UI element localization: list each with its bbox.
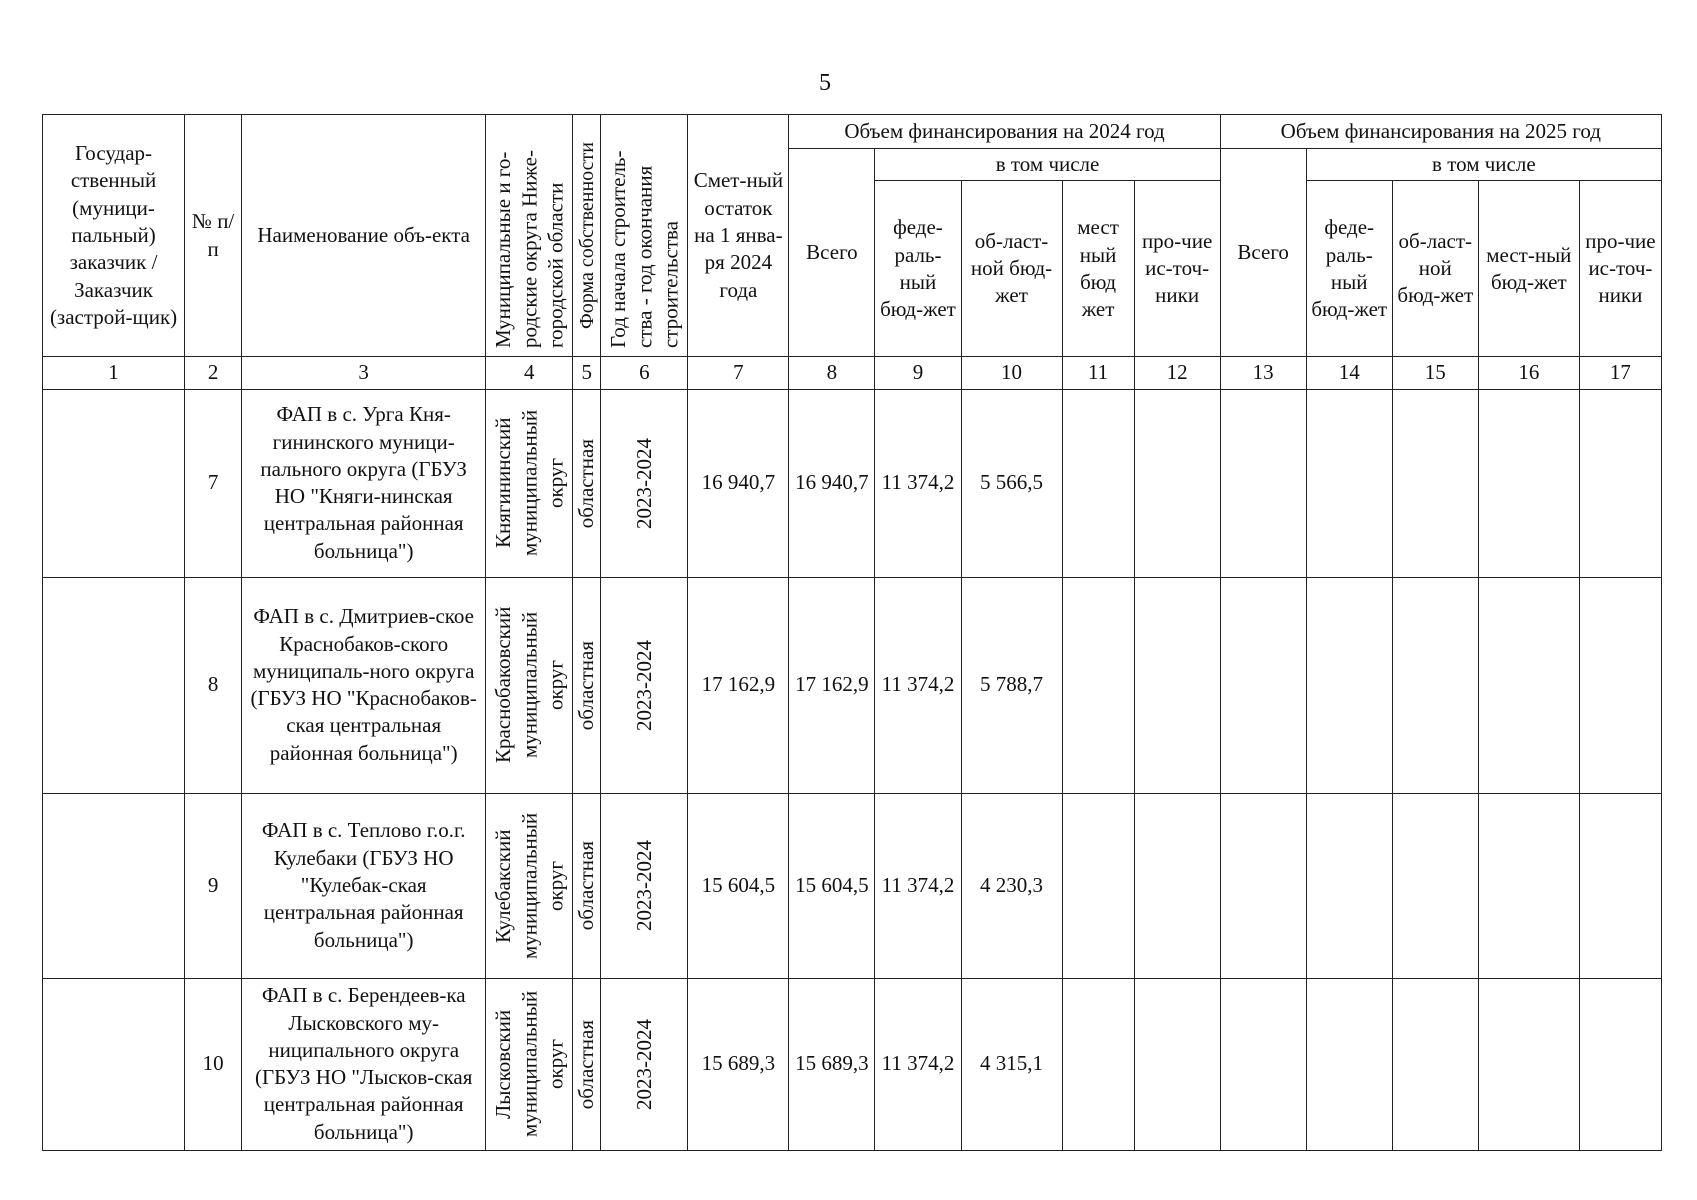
empty-cell: [1062, 793, 1134, 978]
ownership: областная: [574, 640, 599, 730]
empty-cell: [1579, 793, 1661, 978]
header-federal-2024: феде-раль-ный бюд-жет: [875, 181, 961, 357]
remainder: 15 604,5: [688, 793, 789, 978]
empty-cell: [1392, 389, 1478, 577]
remainder: 15 689,3: [688, 978, 789, 1150]
table-row: [43, 978, 1662, 1150]
header-district-cell: [486, 115, 573, 357]
customer-cell: [43, 978, 185, 1150]
remainder: 17 162,9: [688, 577, 789, 793]
empty-cell: [1220, 793, 1306, 978]
row-number: 9: [185, 793, 242, 978]
remainder: 16 940,7: [688, 389, 789, 577]
empty-cell: [1134, 978, 1220, 1150]
empty-cell: [1478, 793, 1579, 978]
years: 2023-2024: [631, 639, 656, 731]
header-local-2024: мест ный бюд жет: [1062, 181, 1134, 357]
empty-cell: [1220, 978, 1306, 1150]
regional-2024: 4 315,1: [961, 978, 1062, 1150]
district: Княгининский муниципальный округ: [491, 410, 568, 557]
empty-cell: [1478, 389, 1579, 577]
header-number: № п/п: [185, 115, 242, 357]
header-including-2025: в том числе: [1306, 149, 1661, 181]
empty-cell: [1306, 978, 1392, 1150]
years: 2023-2024: [631, 437, 656, 529]
header-local-2025: мест-ный бюд-жет: [1478, 181, 1579, 357]
ownership-cell: [573, 577, 601, 793]
empty-cell: [1306, 577, 1392, 793]
empty-cell: [1478, 978, 1579, 1150]
ownership-cell: [573, 793, 601, 978]
col-number: 8: [789, 357, 875, 389]
col-number: 17: [1579, 357, 1661, 389]
district: Кулебакский муниципальный округ: [491, 812, 568, 959]
header-financing-2024: Объем финансирования на 2024 год: [789, 115, 1220, 149]
header-district: Муниципальные и го-родские округа Ниже-городской области: [491, 150, 568, 349]
total-2024: 15 689,3: [789, 978, 875, 1150]
col-number: 12: [1134, 357, 1220, 389]
district: Краснобаковский муниципальный округ: [491, 606, 568, 764]
empty-cell: [1579, 978, 1661, 1150]
years-cell: [601, 577, 688, 793]
col-number: 6: [601, 357, 688, 389]
empty-cell: [1392, 978, 1478, 1150]
regional-2024: 5 788,7: [961, 577, 1062, 793]
federal-2024: 11 374,2: [875, 389, 961, 577]
empty-cell: [1062, 389, 1134, 577]
header-ownership-cell: [573, 115, 601, 357]
district-cell: [486, 389, 573, 577]
empty-cell: [1478, 577, 1579, 793]
table-row: [43, 389, 1662, 577]
customer-cell: [43, 793, 185, 978]
row-number: 10: [185, 978, 242, 1150]
empty-cell: [1220, 577, 1306, 793]
empty-cell: [1134, 577, 1220, 793]
header-regional-2025: об-ласт-ной бюд-жет: [1392, 181, 1478, 357]
object-name: ФАП в с. Берендеев-ка Лысковского му-ниципального округа (ГБУЗ НО "Лысков-ская центральная районная больница"): [242, 978, 486, 1150]
empty-cell: [1306, 793, 1392, 978]
col-number: 7: [688, 357, 789, 389]
col-number: 5: [573, 357, 601, 389]
years-cell: [601, 793, 688, 978]
page-number: 5: [819, 70, 831, 96]
empty-cell: [1134, 389, 1220, 577]
header-total-2025: Всего: [1220, 149, 1306, 357]
regional-2024: 5 566,5: [961, 389, 1062, 577]
col-number: 11: [1062, 357, 1134, 389]
federal-2024: 11 374,2: [875, 793, 961, 978]
district-cell: [486, 978, 573, 1150]
years-cell: [601, 978, 688, 1150]
investment-table: [42, 114, 1662, 1151]
years-cell: [601, 389, 688, 577]
empty-cell: [1579, 577, 1661, 793]
table-row: [43, 793, 1662, 978]
header-years-cell: [601, 115, 688, 357]
header-ownership: Форма собственности: [575, 142, 598, 330]
regional-2024: 4 230,3: [961, 793, 1062, 978]
empty-cell: [1062, 978, 1134, 1150]
header-remainder: Смет-ный остаток на 1 янва-ря 2024 года: [688, 115, 789, 357]
empty-cell: [1062, 577, 1134, 793]
customer-cell: [43, 389, 185, 577]
col-number: 4: [486, 357, 573, 389]
district-cell: [486, 793, 573, 978]
object-name: ФАП в с. Урга Кня-гининского муници-пального округа (ГБУЗ НО "Княги-нинская центральная районная больница"): [242, 389, 486, 577]
object-name: ФАП в с. Дмитриев-ское Краснобаков-ского муниципаль-ного округа (ГБУЗ НО "Краснобаков-ская центральная районная больница"): [242, 577, 486, 793]
empty-cell: [1392, 793, 1478, 978]
empty-cell: [1134, 793, 1220, 978]
header-other-2024: про-чие ис-точ-ники: [1134, 181, 1220, 357]
header-financing-2025: Объем финансирования на 2025 год: [1220, 115, 1661, 149]
col-number: 14: [1306, 357, 1392, 389]
empty-cell: [1220, 389, 1306, 577]
federal-2024: 11 374,2: [875, 577, 961, 793]
header-total-2024: Всего: [789, 149, 875, 357]
total-2024: 15 604,5: [789, 793, 875, 978]
header-customer: Государ-ственный (муници-пальный) заказчик / Заказчик (застрой-щик): [43, 115, 185, 357]
customer-cell: [43, 577, 185, 793]
ownership: областная: [574, 438, 599, 528]
district: Лысковский муниципальный округ: [491, 991, 568, 1138]
header-row-1: [43, 115, 1662, 149]
years: 2023-2024: [631, 840, 656, 932]
header-including-2024: в том числе: [875, 149, 1220, 181]
header-regional-2024: об-ласт-ной бюд-жет: [961, 181, 1062, 357]
col-number: 1: [43, 357, 185, 389]
total-2024: 16 940,7: [789, 389, 875, 577]
col-number: 15: [1392, 357, 1478, 389]
row-number: 8: [185, 577, 242, 793]
col-number: 13: [1220, 357, 1306, 389]
col-number: 2: [185, 357, 242, 389]
row-number: 7: [185, 389, 242, 577]
district-cell: [486, 577, 573, 793]
header-years: Год начала строитель-ства - год окончания строительства: [606, 150, 683, 349]
header-other-2025: про-чие ис-точ-ники: [1579, 181, 1661, 357]
ownership: областная: [574, 841, 599, 931]
empty-cell: [1306, 389, 1392, 577]
ownership-cell: [573, 978, 601, 1150]
header-federal-2025: феде-раль-ный бюд-жет: [1306, 181, 1392, 357]
ownership-cell: [573, 389, 601, 577]
federal-2024: 11 374,2: [875, 978, 961, 1150]
total-2024: 17 162,9: [789, 577, 875, 793]
column-number-row: [43, 357, 1662, 389]
empty-cell: [1392, 577, 1478, 793]
col-number: 9: [875, 357, 961, 389]
col-number: 10: [961, 357, 1062, 389]
table-row: [43, 577, 1662, 793]
header-object-name: Наименование объ-екта: [242, 115, 486, 357]
object-name: ФАП в с. Теплово г.о.г. Кулебаки (ГБУЗ НО "Кулебак-ская центральная районная больница"): [242, 793, 486, 978]
col-number: 16: [1478, 357, 1579, 389]
years: 2023-2024: [631, 1018, 656, 1110]
ownership: областная: [574, 1019, 599, 1109]
col-number: 3: [242, 357, 486, 389]
empty-cell: [1579, 389, 1661, 577]
